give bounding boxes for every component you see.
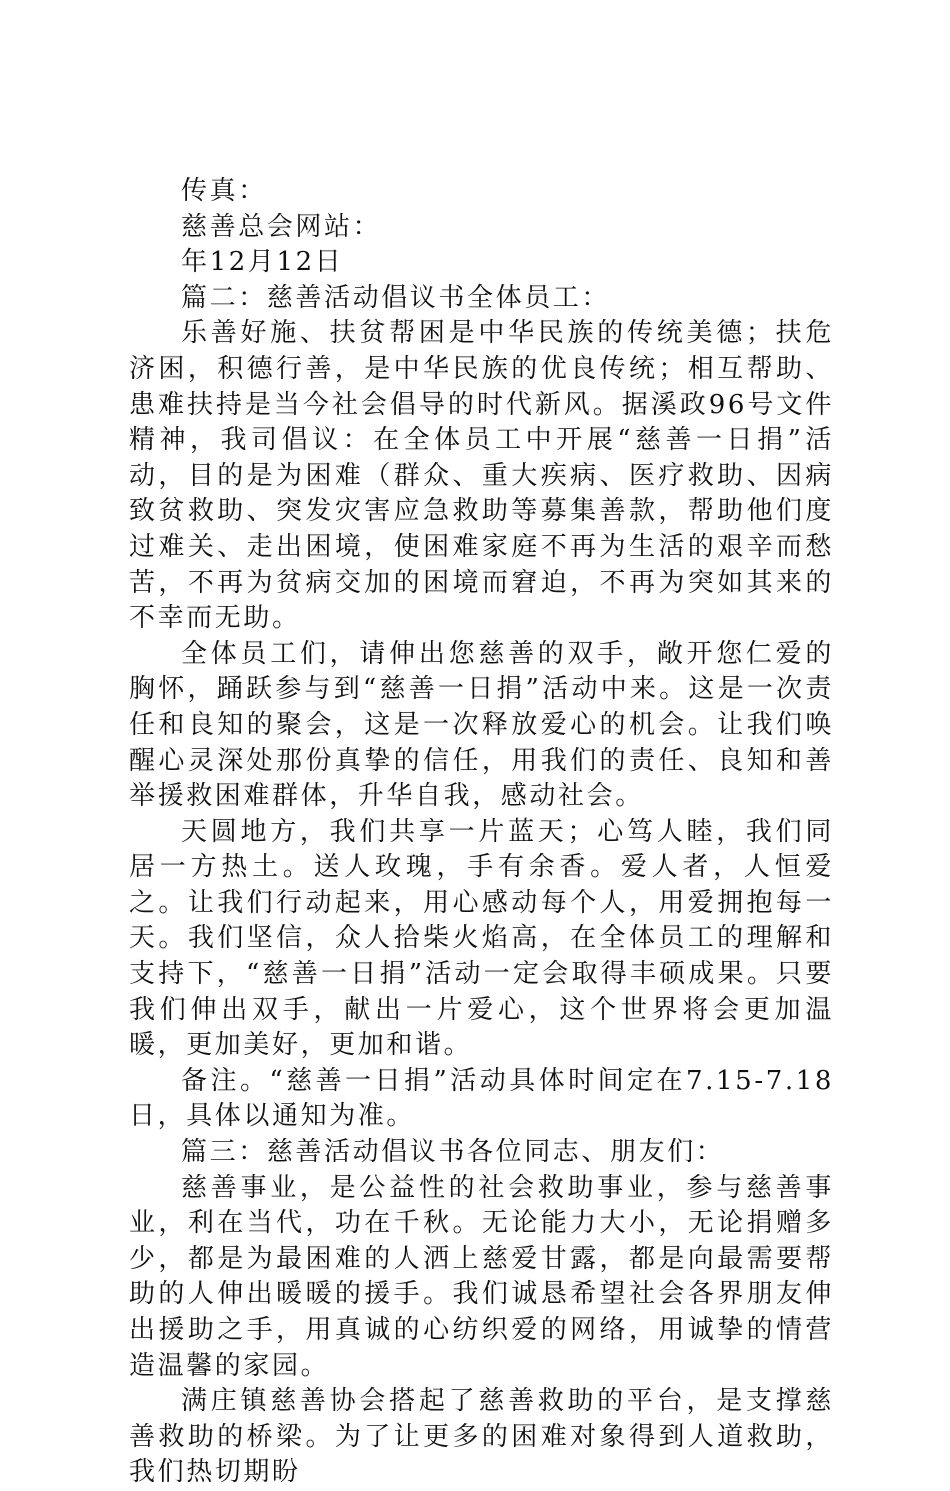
paragraph: 乐善好施、扶贫帮困是中华民族的传统美德；扶危济困，积德行善，是中华民族的优良传统；相互帮助、患难扶持是当今社会倡导的时代新风。据溪政96号文件精神，我司倡议：在全体员工中开展“慈善一日捐”活动，目的是为困难（群众、重大疾病、医疗救助、因病致贫救助、突发灾害应急救助等募集善款，帮助他们度过难关、走出困境，使困难家庭不再为生活的艰辛而愁苦，不再为贫病交加的困境而窘迫，不再为突如其来的不幸而无助。 — [129, 318, 834, 634]
paragraph-date: 年12月12日 — [181, 247, 344, 278]
paragraph-fax: 传真： — [181, 176, 267, 206]
document-body — [129, 174, 834, 1491]
paragraph: 天圆地方，我们共享一片蓝天；心笃人睦，我们同居一方热土。送人玫瑰，手有余香。爱人者，人恒爱之。让我们行动起来，用心感动每个人，用爱拥抱每一天。我们坚信，众人拾柴火焰高，在全体员工的理解和支持下，“慈善一日捐”活动一定会取得丰硕成果。只要我们伸出双手，献出一片爱心，这个世界将会更加温暖，更加美好，更加和谐。 — [129, 816, 834, 1061]
paragraph-website: 慈善总会网站： — [181, 211, 382, 242]
section-heading-part-two: 篇二：慈善活动倡议书全体员工： — [181, 282, 611, 313]
paragraph: 慈善事业，是公益性的社会救助事业，参与慈善事业，利在当代，功在千秋。无论能力大小，无论捐赠多少，都是为最困难的人洒上慈爱甘露，都是向最需要帮助的人伸出暖暖的援手。我们诚恳希望社会各界朋友伸出援助之手，用真诚的心纺织爱的网络，用诚挚的情营造温馨的家园。 — [129, 1172, 834, 1381]
paragraph: 全体员工们，请伸出您慈善的双手，敞开您仁爱的胸怀，踊跃参与到“慈善一日捐”活动中来。这是一次责任和良知的聚会，这是一次释放爱心的机会。让我们唤醒心灵深处那份真挚的信任，用我们的责任、良知和善举援救困难群体，升华自我，感动社会。 — [129, 638, 834, 812]
section-heading-part-three: 篇三：慈善活动倡议书各位同志、朋友们： — [181, 1137, 725, 1168]
paragraph-note: 备注。“慈善一日捐”活动具体时间定在7.15-7.18日，具体以通知为准。 — [129, 1065, 834, 1132]
paragraph: 满庄镇慈善协会搭起了慈善救助的平台，是支撑慈善救助的桥梁。为了让更多的困难对象得到人道救助，我们热切期盼 — [129, 1386, 834, 1488]
